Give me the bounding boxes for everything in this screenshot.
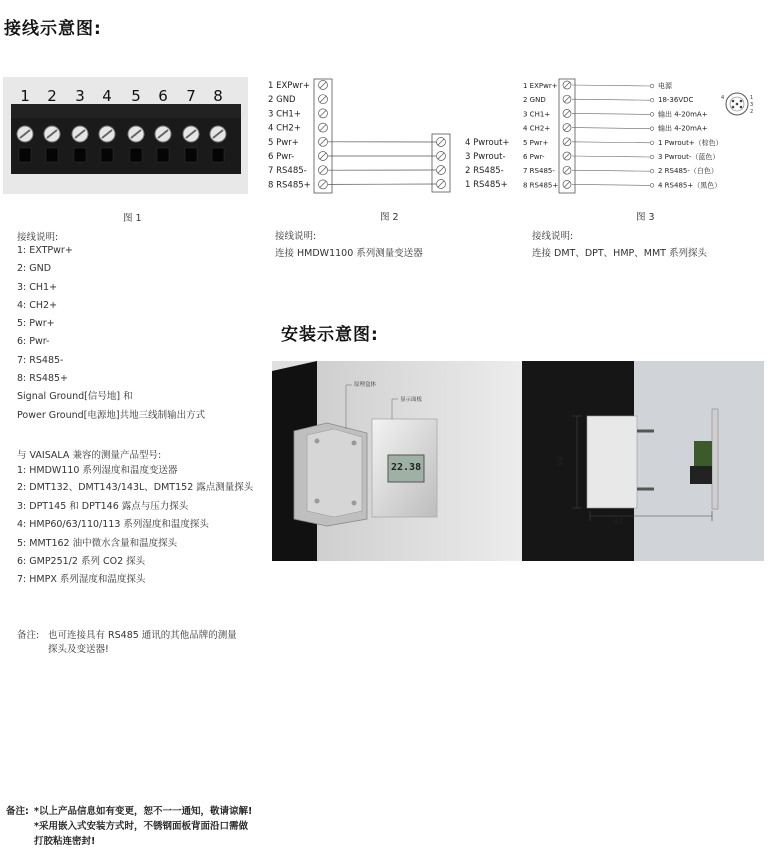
label-display-panel: 显示面板	[400, 397, 423, 403]
wire-slot	[46, 148, 58, 162]
compat-item: 6: GMP251/2 系列 CO2 探头	[17, 555, 146, 567]
fig2-right-label: 2 RS485-	[465, 166, 504, 176]
fig3-left-label: 1 EXPwr+	[523, 82, 558, 90]
terminal-number: 5	[131, 87, 141, 105]
footer-label: 备注:	[6, 806, 29, 817]
wiring-heading: 接线示意图:	[4, 19, 102, 39]
terminal-number: 8	[213, 87, 223, 105]
wiring-notes-title: 接线说明:	[17, 232, 59, 243]
fig2-right-label: 1 RS485+	[465, 180, 508, 190]
wiring-note-item: 4: CH2+	[17, 299, 58, 311]
footer-line-3: 打胶粘连密封!	[34, 836, 96, 847]
wiring-notes-list	[17, 242, 262, 425]
svg-text:3: 3	[750, 102, 754, 108]
note-line-1: 也可连接具有 RS485 通讯的其他品牌的测量	[48, 630, 237, 641]
fig2-left-label: 1 EXPwr+	[268, 81, 310, 91]
fig3-right-label: 输出 4-20mA+	[658, 110, 708, 119]
figure-2-desc-title: 接线说明:	[275, 231, 317, 242]
figure-2-caption: 图 2	[380, 212, 399, 223]
fig2-left-label: 5 Pwr+	[268, 137, 299, 148]
fig3-left-label: 5 Pwr+	[523, 138, 549, 147]
fig2-right-label: 4 Pwrout+	[465, 138, 510, 148]
label-box-body: 原理盒体	[354, 382, 377, 388]
wiring-note-item: 2: GND	[17, 263, 52, 275]
compat-title: 与 VAISALA 兼容的测量产品型号:	[17, 450, 162, 461]
compat-item: 2: DMT132、DMT143/143L、DMT152 露点测量探头	[17, 482, 254, 494]
wire-slot	[185, 148, 197, 162]
compat-item: 7: HMPX 系列湿度和温度探头	[17, 574, 146, 586]
display-reading: 22.38	[391, 462, 422, 473]
wire-slot	[101, 148, 113, 162]
figure-2-wiring-diagram	[265, 76, 515, 196]
note-label: 备注:	[17, 630, 40, 641]
fig2-left-label: 3 CH1+	[268, 109, 301, 120]
note-line-2: 探头及变送器!	[48, 644, 109, 655]
figure-2-desc: 连接 HMDW1100 系列测量变送器	[275, 248, 423, 259]
fig3-right-label: 2 RS485-（白色）	[658, 167, 718, 176]
fig3-left-label: 4 CH2+	[523, 124, 551, 133]
fig3-right-label: 电源	[658, 82, 672, 90]
figure-3-desc: 连接 DMT、DPT、HMP、MMT 系列探头	[532, 248, 707, 259]
svg-text:4: 4	[721, 95, 725, 101]
wiring-note-item: Power Ground[电源地]共地三线制输出方式	[17, 409, 206, 421]
fig3-right-label: 1 Pwrout+（棕色）	[658, 138, 723, 147]
figure-1-terminal-block	[3, 77, 248, 194]
install-heading: 安装示意图:	[281, 325, 379, 345]
figure-3-wiring-diagram	[522, 76, 768, 196]
footer-line-1: *以上产品信息如有变更，恕不一一通知，敬请谅解!	[34, 806, 253, 817]
compat-item: 5: MMT162 油中微水含量和温度探头	[17, 537, 178, 549]
fig2-left-label: 6 Pwr-	[268, 152, 295, 162]
wire-slot	[212, 148, 224, 162]
figure-1-caption: 图 1	[123, 213, 142, 224]
terminal-number: 7	[186, 87, 196, 105]
wiring-note-item: 8: RS485+	[17, 373, 68, 385]
figure-3-caption: 图 3	[636, 212, 655, 223]
fig2-left-label: 2 GND	[268, 95, 296, 106]
compat-item: 4: HMP60/63/110/113 系列湿度和温度探头	[17, 518, 209, 530]
dim-width: 42	[613, 517, 624, 526]
fig3-right-label: 输出 4-20mA+	[658, 124, 708, 133]
terminal-number: 3	[75, 87, 85, 105]
fig3-left-label: 2 GND	[523, 96, 546, 105]
m12-connector-icon	[721, 93, 753, 115]
fig3-right-label: 4 RS485+（黑色）	[658, 181, 722, 190]
footer-line-2: *采用嵌入式安装方式时，不锈钢面板背面沿口需做	[34, 821, 248, 832]
wiring-note-item: 5: Pwr+	[17, 318, 55, 330]
terminal-number: 1	[20, 87, 30, 105]
compat-list	[17, 462, 255, 589]
fig2-right-label: 3 Pwrout-	[465, 152, 506, 162]
fig3-left-label: 6 Pwr-	[523, 153, 545, 161]
fig2-left-label: 8 RS485+	[268, 180, 311, 191]
svg-text:1: 1	[750, 95, 754, 101]
dim-height: 86	[555, 456, 564, 467]
fig3-left-label: 3 CH1+	[523, 110, 551, 119]
wiring-note-item: 3: CH1+	[17, 281, 58, 293]
fig3-right-label: 18-36VDC	[658, 96, 694, 105]
compat-item: 1: HMDW110 系列湿度和温度变送器	[17, 465, 178, 476]
figure-3-desc-title: 接线说明:	[532, 231, 574, 242]
compat-item: 3: DPT145 和 DPT146 露点与压力探头	[17, 501, 189, 513]
svg-text:2: 2	[750, 109, 754, 115]
wire-slot	[74, 148, 86, 162]
installation-image	[272, 361, 764, 561]
fig3-right-label: 3 Pwrout-（蓝色）	[658, 153, 720, 161]
wire-slot	[157, 148, 169, 162]
wiring-note-item: Signal Ground[信号地] 和	[17, 391, 133, 403]
fig3-left-label: 8 RS485+	[523, 181, 559, 190]
wire-slot	[130, 148, 142, 162]
fig2-left-label: 7 RS485-	[268, 166, 307, 177]
wiring-note-item: 1: EXTPwr+	[17, 245, 73, 256]
terminal-number: 4	[102, 87, 112, 105]
wiring-note-item: 6: Pwr-	[17, 336, 50, 348]
terminal-number: 6	[158, 87, 168, 105]
wire-slot	[19, 148, 31, 162]
fig2-left-label: 4 CH2+	[268, 123, 301, 134]
wiring-note-item: 7: RS485-	[17, 354, 64, 366]
terminal-number: 2	[47, 87, 57, 105]
fig3-left-label: 7 RS485-	[523, 167, 555, 176]
